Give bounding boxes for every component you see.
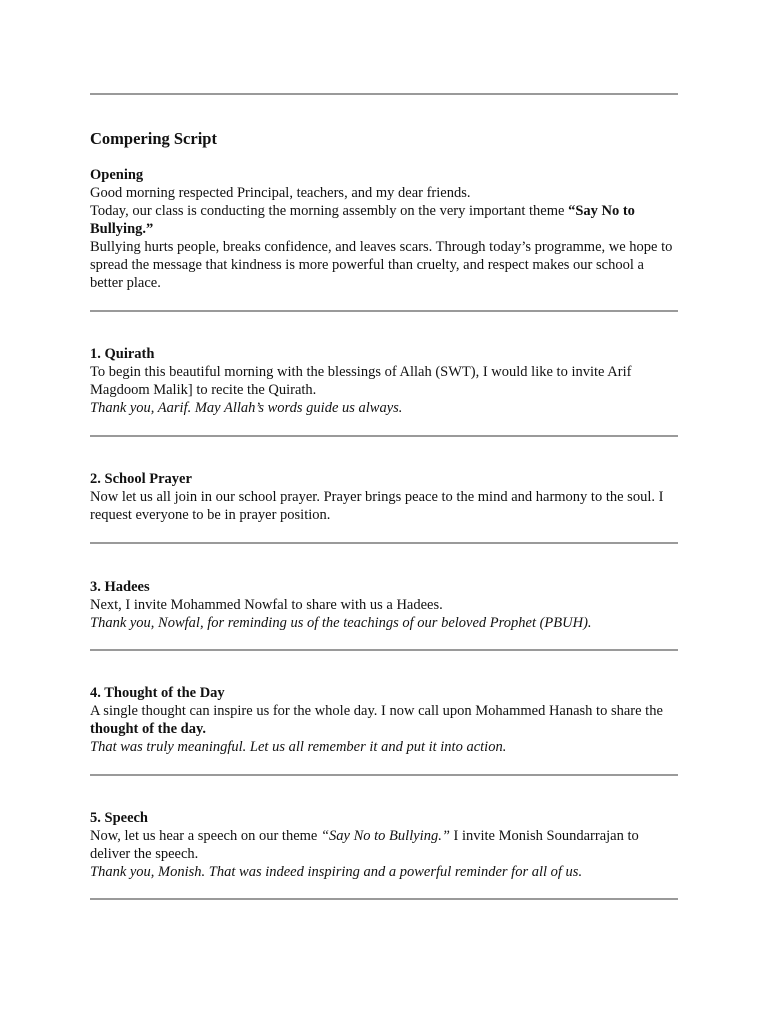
section-school-prayer [90,470,678,524]
section-text-hadees: Next, I invite Mohammed Nowfal to share with us a Hadees. [90,597,443,613]
section-heading-opening: Opening [90,167,144,183]
section-hadees [90,578,678,632]
section-heading-hadees: 3. Hadees [90,579,150,595]
horizontal-rule [90,435,678,437]
section-heading-thought: 4. Thought of the Day [90,685,225,701]
section-thought-of-the-day [90,684,678,756]
section-heading-speech: 5. Speech [90,810,148,826]
section-thanks-quirath: Thank you, Aarif. May Allah’s words guide us always. [90,400,403,416]
section-quirath [90,345,678,417]
opening-theme-line [90,202,678,238]
document-title: Compering Script [90,129,217,148]
section-text-speech-post: I invite Monish Soundarrajan to deliver the speech. [90,828,639,862]
section-text-school-prayer: Now let us all join in our school prayer. Prayer brings peace to the mind and harmony to the soul. I request everyone to be in prayer position. [90,489,664,523]
section-thanks-speech: Thank you, Monish. That was indeed inspiring and a powerful reminder for all of us. [90,864,583,880]
section-heading-quirath: 1. Quirath [90,346,155,362]
section-text-speech [90,827,678,863]
section-text-thought-main: A single thought can inspire us for the whole day. I now call upon Mohammed Hanash to share the [90,703,663,719]
opening-theme-text: Today, our class is conducting the morning assembly on the very important theme [90,203,569,219]
section-thanks-thought: That was truly meaningful. Let us all remember it and put it into action. [90,739,507,755]
opening-theme-title: “Say No to Bullying.” [90,203,635,237]
opening-section [90,166,678,292]
horizontal-rule [90,774,678,776]
section-thanks-hadees: Thank you, Nowfal, for reminding us of the teachings of our beloved Prophet (PBUH). [90,615,592,631]
opening-greeting: Good morning respected Principal, teachers, and my dear friends. [90,185,471,201]
horizontal-rule [90,649,678,651]
section-text-quirath: To begin this beautiful morning with the blessings of Allah (SWT), I would like to invite Arif Magdoom Malik] to recite the Quirath. [90,364,632,398]
horizontal-rule [90,542,678,544]
section-text-thought-bold: thought of the day. [90,721,207,737]
opening-message: Bullying hurts people, breaks confidence, and leaves scars. Through today’s programme, we hope to spread the message that kindness is more powerful than cruelty, and respect makes our school a better place. [90,239,673,291]
section-heading-school-prayer: 2. School Prayer [90,471,192,487]
horizontal-rule [90,93,678,95]
section-text-thought [90,702,678,738]
horizontal-rule [90,898,678,900]
section-text-speech-pre: Now, let us hear a speech on our theme [90,828,321,844]
section-speech [90,809,678,881]
horizontal-rule [90,310,678,312]
section-text-speech-theme: “Say No to Bullying.” [320,828,450,844]
